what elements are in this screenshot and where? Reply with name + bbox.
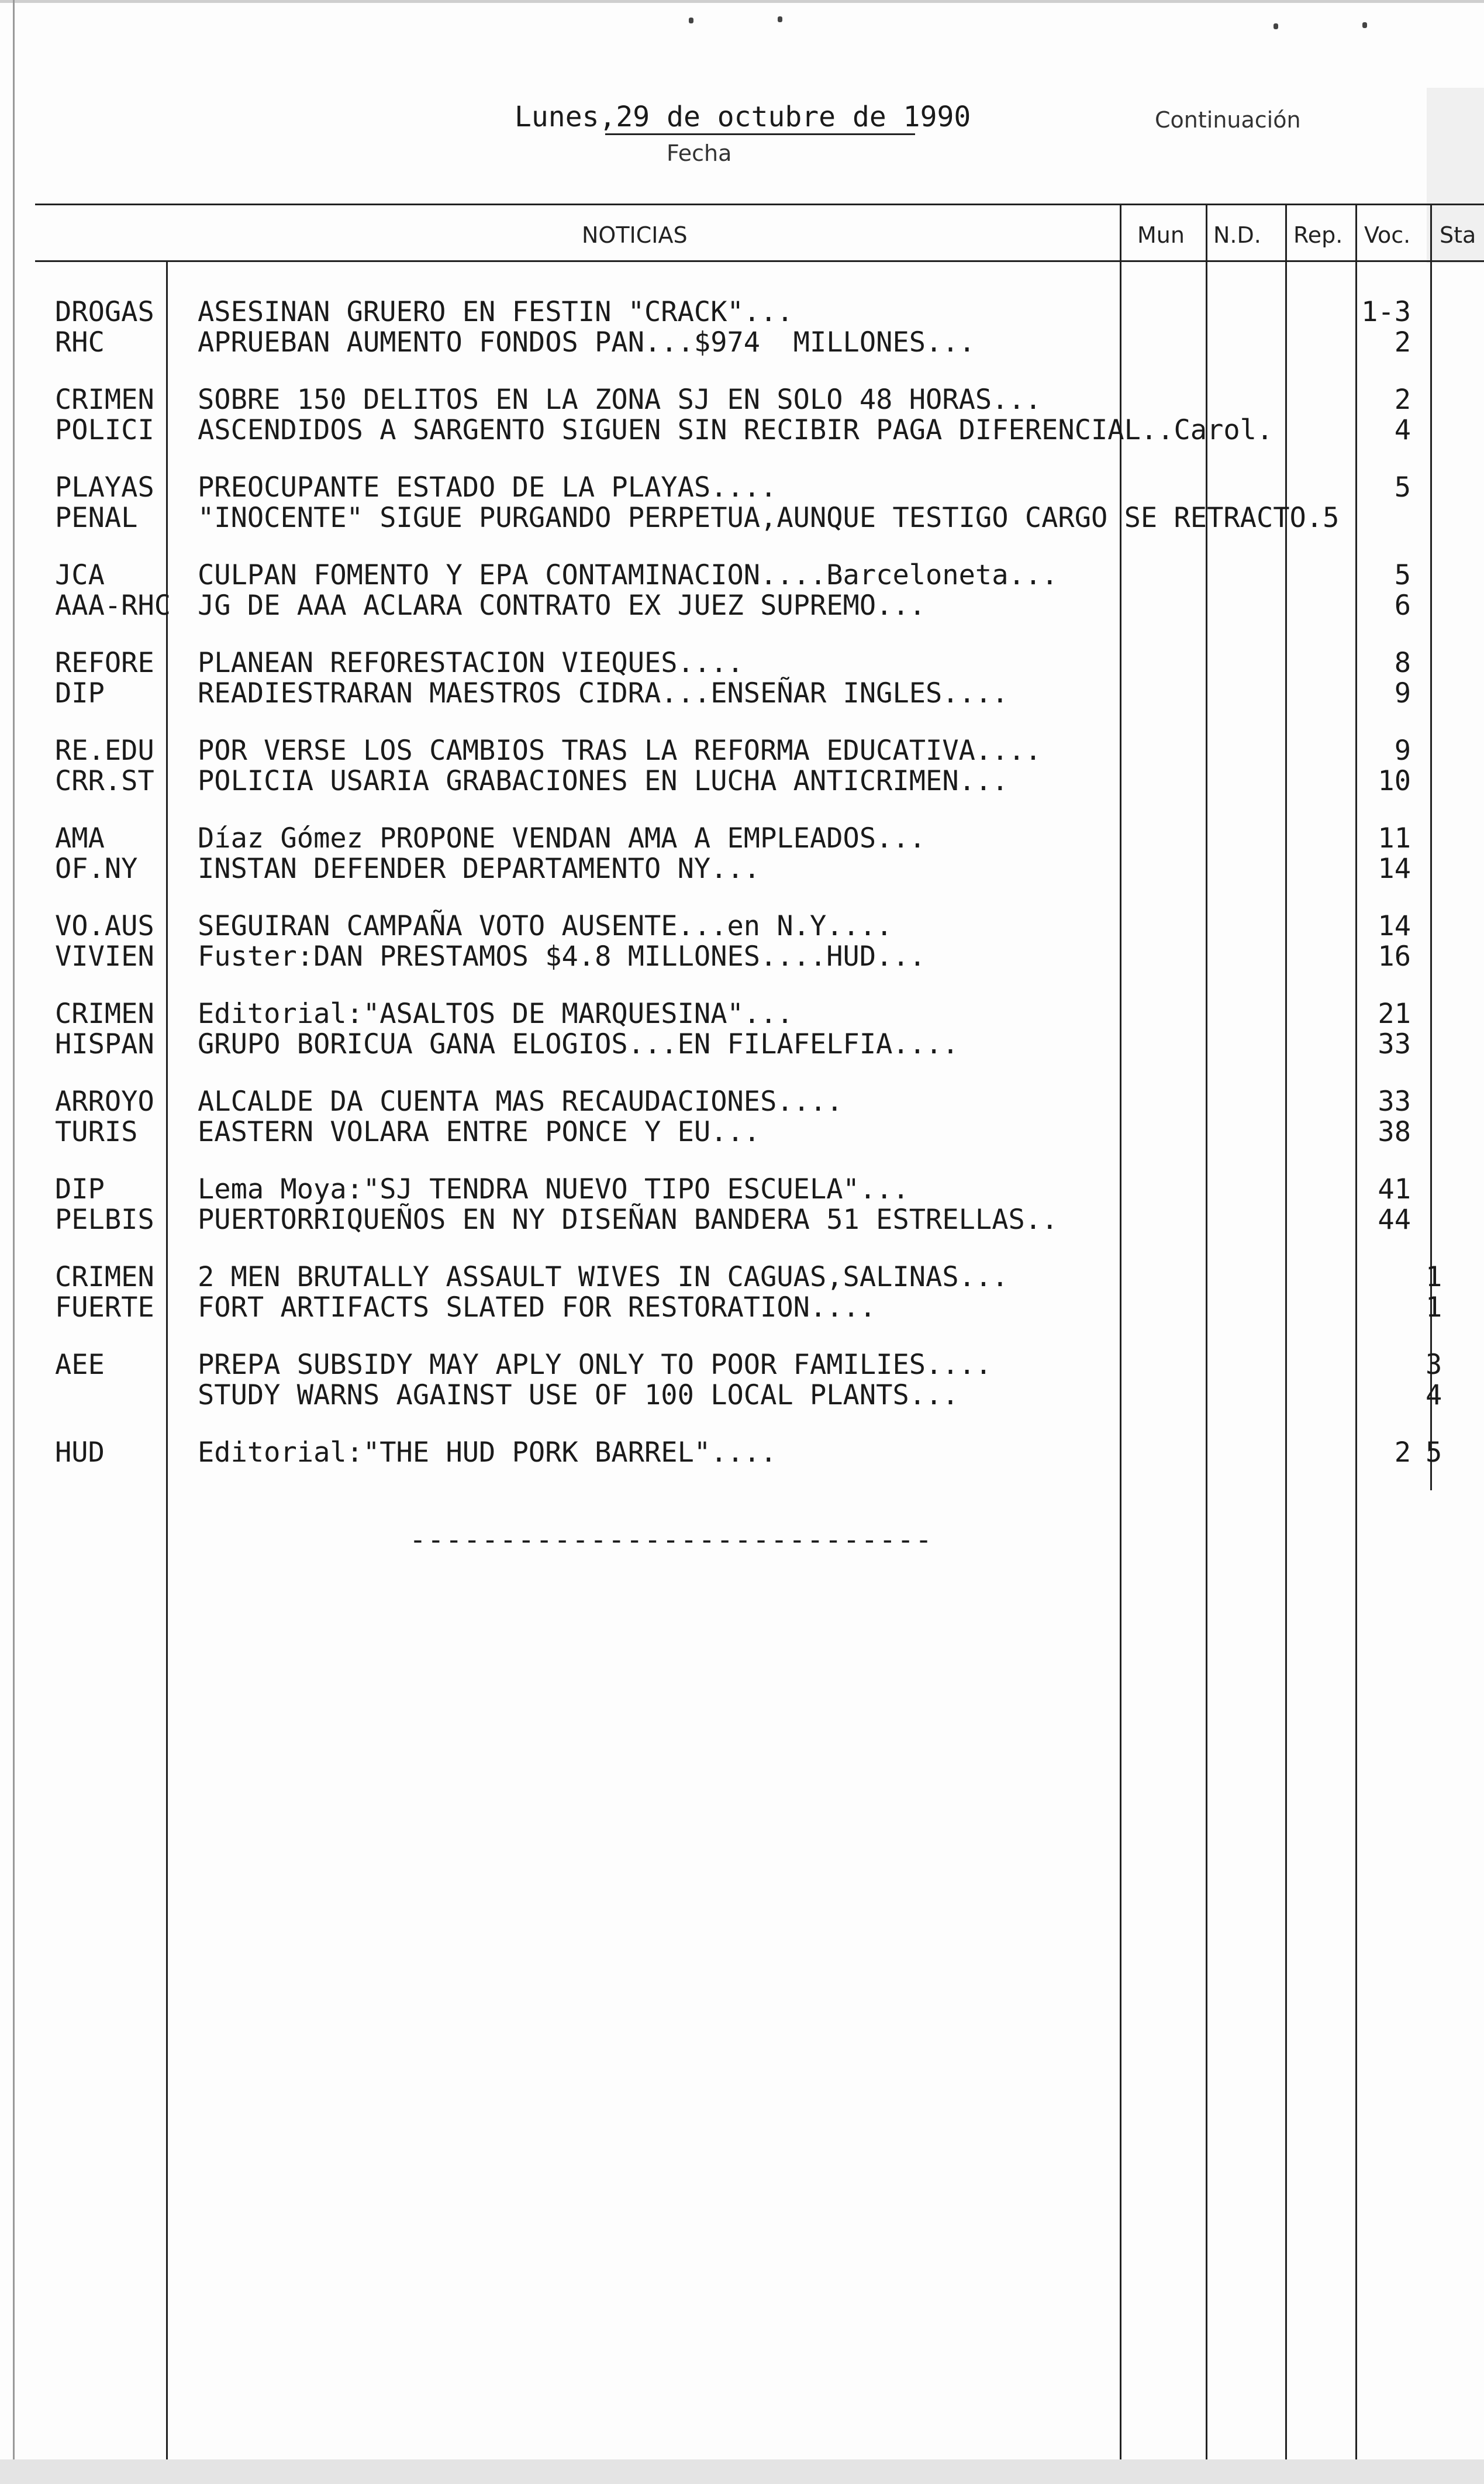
headline: ALCALDE DA CUENTA MAS RECAUDACIONES.... (198, 1086, 843, 1118)
headline: JG DE AAA ACLARA CONTRATO EX JUEZ SUPREMO... (198, 590, 926, 622)
table-row (0, 911, 1484, 942)
section-code: AMA (55, 822, 105, 855)
section-code: VO.AUS (55, 910, 154, 942)
table-row (0, 1262, 1484, 1293)
table-row (0, 385, 1484, 415)
voc-page: 44 (1378, 1204, 1411, 1236)
voc-page: 16 (1378, 940, 1411, 973)
scan-speck (1274, 23, 1278, 29)
table-row (0, 1293, 1484, 1323)
headline: GRUPO BORICUA GANA ELOGIOS...EN FILAFELFIA.... (198, 1028, 959, 1060)
header-nd: N.D. (1213, 222, 1261, 248)
section-code: PELBIS (55, 1204, 154, 1236)
voc-page: 11 (1378, 822, 1411, 855)
headline: FORT ARTIFACTS SLATED FOR RESTORATION.... (198, 1291, 876, 1324)
headline: PREPA SUBSIDY MAY APLY ONLY TO POOR FAMILIES.... (198, 1349, 992, 1381)
table-row (0, 999, 1484, 1029)
header-voc: Voc. (1364, 222, 1411, 248)
table-row (0, 942, 1484, 972)
table-row (0, 736, 1484, 766)
voc-page: 2 (1394, 384, 1411, 416)
table-header-border (35, 260, 1484, 262)
table-row (0, 1438, 1484, 1468)
table-top-border (35, 204, 1484, 205)
headline: Lema Moya:"SJ TENDRA NUEVO TIPO ESCUELA"... (198, 1173, 909, 1205)
scan-speck (778, 16, 782, 22)
end-separator: ----------------------------- (409, 1524, 934, 1556)
section-code: PENAL (55, 502, 138, 534)
voc-page: 6 (1394, 590, 1411, 622)
headline: Editorial:"THE HUD PORK BARREL".... (198, 1436, 777, 1469)
table-row (0, 1087, 1484, 1117)
headline: SEGUIRAN CAMPAÑA VOTO AUSENTE...en N.Y.... (198, 910, 893, 942)
table-row (0, 1380, 1484, 1411)
sta-page: 3 (1426, 1349, 1442, 1381)
headline: ASESINAN GRUERO EN FESTIN "CRACK"... (198, 296, 793, 328)
section-code: AEE (55, 1349, 105, 1381)
voc-page: 14 (1378, 910, 1411, 942)
headline: CULPAN FOMENTO Y EPA CONTAMINACION....Barceloneta... (198, 559, 1058, 591)
sta-page: 1 (1426, 1261, 1442, 1293)
headline: READIESTRARAN MAESTROS CIDRA...ENSEÑAR INGLES.... (198, 677, 1009, 709)
voc-page: 2 (1394, 326, 1411, 359)
section-code: JCA (55, 559, 105, 591)
voc-page: 5 (1394, 559, 1411, 591)
voc-page: 4 (1394, 414, 1411, 446)
voc-page: 14 (1378, 853, 1411, 885)
headline: Fuster:DAN PRESTAMOS $4.8 MILLONES....HUD... (198, 940, 926, 973)
section-code: OF.NY (55, 853, 138, 885)
voc-page: 33 (1378, 1086, 1411, 1118)
voc-page: 9 (1394, 677, 1411, 709)
mun-column-divider (1120, 204, 1121, 2459)
scan-speck (689, 18, 693, 23)
headline: PLANEAN REFORESTACION VIEQUES.... (198, 647, 744, 679)
table-row (0, 1029, 1484, 1060)
scan-top-edge (0, 0, 1484, 3)
headline: APRUEBAN AUMENTO FONDOS PAN...$974 MILLONES... (198, 326, 975, 359)
headline: 2 MEN BRUTALLY ASSAULT WIVES IN CAGUAS,SALINAS... (198, 1261, 1009, 1293)
table-row (0, 1205, 1484, 1235)
section-code: DROGAS (55, 296, 154, 328)
section-code: DIP (55, 677, 105, 709)
table-row (0, 1174, 1484, 1205)
section-code: CRIMEN (55, 1261, 154, 1293)
continuation-label: Continuación (1155, 107, 1301, 133)
header-sta: Sta (1440, 222, 1476, 248)
section-code: RE.EDU (55, 735, 154, 767)
table-row (0, 473, 1484, 503)
table-row (0, 854, 1484, 884)
sta-page: 4 (1426, 1379, 1442, 1411)
voc-page: 21 (1378, 998, 1411, 1030)
report-date: Lunes,29 de octubre de 1990 (515, 101, 971, 133)
nd-column-divider (1206, 204, 1207, 2459)
section-code: POLICI (55, 414, 154, 446)
table-row (0, 297, 1484, 328)
headline: INSTAN DEFENDER DEPARTAMENTO NY... (198, 853, 761, 885)
scan-bottom-edge (0, 2459, 1484, 2484)
headline: POLICIA USARIA GRABACIONES EN LUCHA ANTICRIMEN... (198, 765, 1009, 797)
section-code: DIP (55, 1173, 105, 1205)
headline: EASTERN VOLARA ENTRE PONCE Y EU... (198, 1116, 761, 1148)
section-code: REFORE (55, 647, 154, 679)
voc-page: 2 (1394, 1436, 1411, 1469)
section-code: AAA-RHC (55, 590, 171, 622)
headline: POR VERSE LOS CAMBIOS TRAS LA REFORMA EDUCATIVA.... (198, 735, 1042, 767)
table-row (0, 648, 1484, 678)
voc-column-divider (1355, 204, 1357, 2459)
headline: Editorial:"ASALTOS DE MARQUESINA"... (198, 998, 793, 1030)
table-row (0, 591, 1484, 621)
table-row (0, 415, 1484, 446)
header-mun: Mun (1137, 222, 1185, 248)
date-underline (605, 133, 915, 135)
sta-page: 5 (1426, 1436, 1442, 1469)
table-row (0, 678, 1484, 709)
headline: ASCENDIDOS A SARGENTO SIGUEN SIN RECIBIR PAGA DIFERENCIAL..Carol. (198, 414, 1274, 446)
headline: PREOCUPANTE ESTADO DE LA PLAYAS.... (198, 471, 777, 504)
headline: PUERTORRIQUEÑOS EN NY DISEÑAN BANDERA 51 ESTRELLAS.. (198, 1204, 1058, 1236)
table-row (0, 824, 1484, 854)
table-row (0, 766, 1484, 797)
section-code: TURIS (55, 1116, 138, 1148)
section-code: HISPAN (55, 1028, 154, 1060)
section-code: HUD (55, 1436, 105, 1469)
header-rep: Rep. (1293, 222, 1343, 248)
headline: Díaz Gómez PROPONE VENDAN AMA A EMPLEADOS... (198, 822, 926, 855)
voc-page: 38 (1378, 1116, 1411, 1148)
section-code: FUERTE (55, 1291, 154, 1324)
voc-page: 5 (1394, 471, 1411, 504)
voc-page: 10 (1378, 765, 1411, 797)
voc-page: 41 (1378, 1173, 1411, 1205)
section-code: CRIMEN (55, 998, 154, 1030)
header-noticias: NOTICIAS (582, 222, 688, 248)
voc-page: 1-3 (1361, 296, 1411, 328)
table-row (0, 560, 1484, 591)
headline: SOBRE 150 DELITOS EN LA ZONA SJ EN SOLO 48 HORAS... (198, 384, 1042, 416)
scan-speck (1362, 22, 1367, 28)
section-code: CRR.ST (55, 765, 154, 797)
voc-page: 9 (1394, 735, 1411, 767)
headline: "INOCENTE" SIGUE PURGANDO PERPETUA,AUNQUE TESTIGO CARGO SE RETRACTO.5 (198, 502, 1340, 534)
rep-column-divider (1285, 204, 1287, 2459)
voc-page: 8 (1394, 647, 1411, 679)
sta-page: 1 (1426, 1291, 1442, 1324)
section-code: ARROYO (55, 1086, 154, 1118)
table-row (0, 1117, 1484, 1148)
section-code: PLAYAS (55, 471, 154, 504)
table-row (0, 1350, 1484, 1380)
scan-left-edge (13, 0, 15, 2484)
headline: STUDY WARNS AGAINST USE OF 100 LOCAL PLANTS... (198, 1379, 959, 1411)
table-row (0, 328, 1484, 358)
date-label: Fecha (667, 140, 732, 166)
section-code: VIVIEN (55, 940, 154, 973)
table-row (0, 503, 1484, 533)
section-code: RHC (55, 326, 105, 359)
voc-page: 33 (1378, 1028, 1411, 1060)
section-code: CRIMEN (55, 384, 154, 416)
